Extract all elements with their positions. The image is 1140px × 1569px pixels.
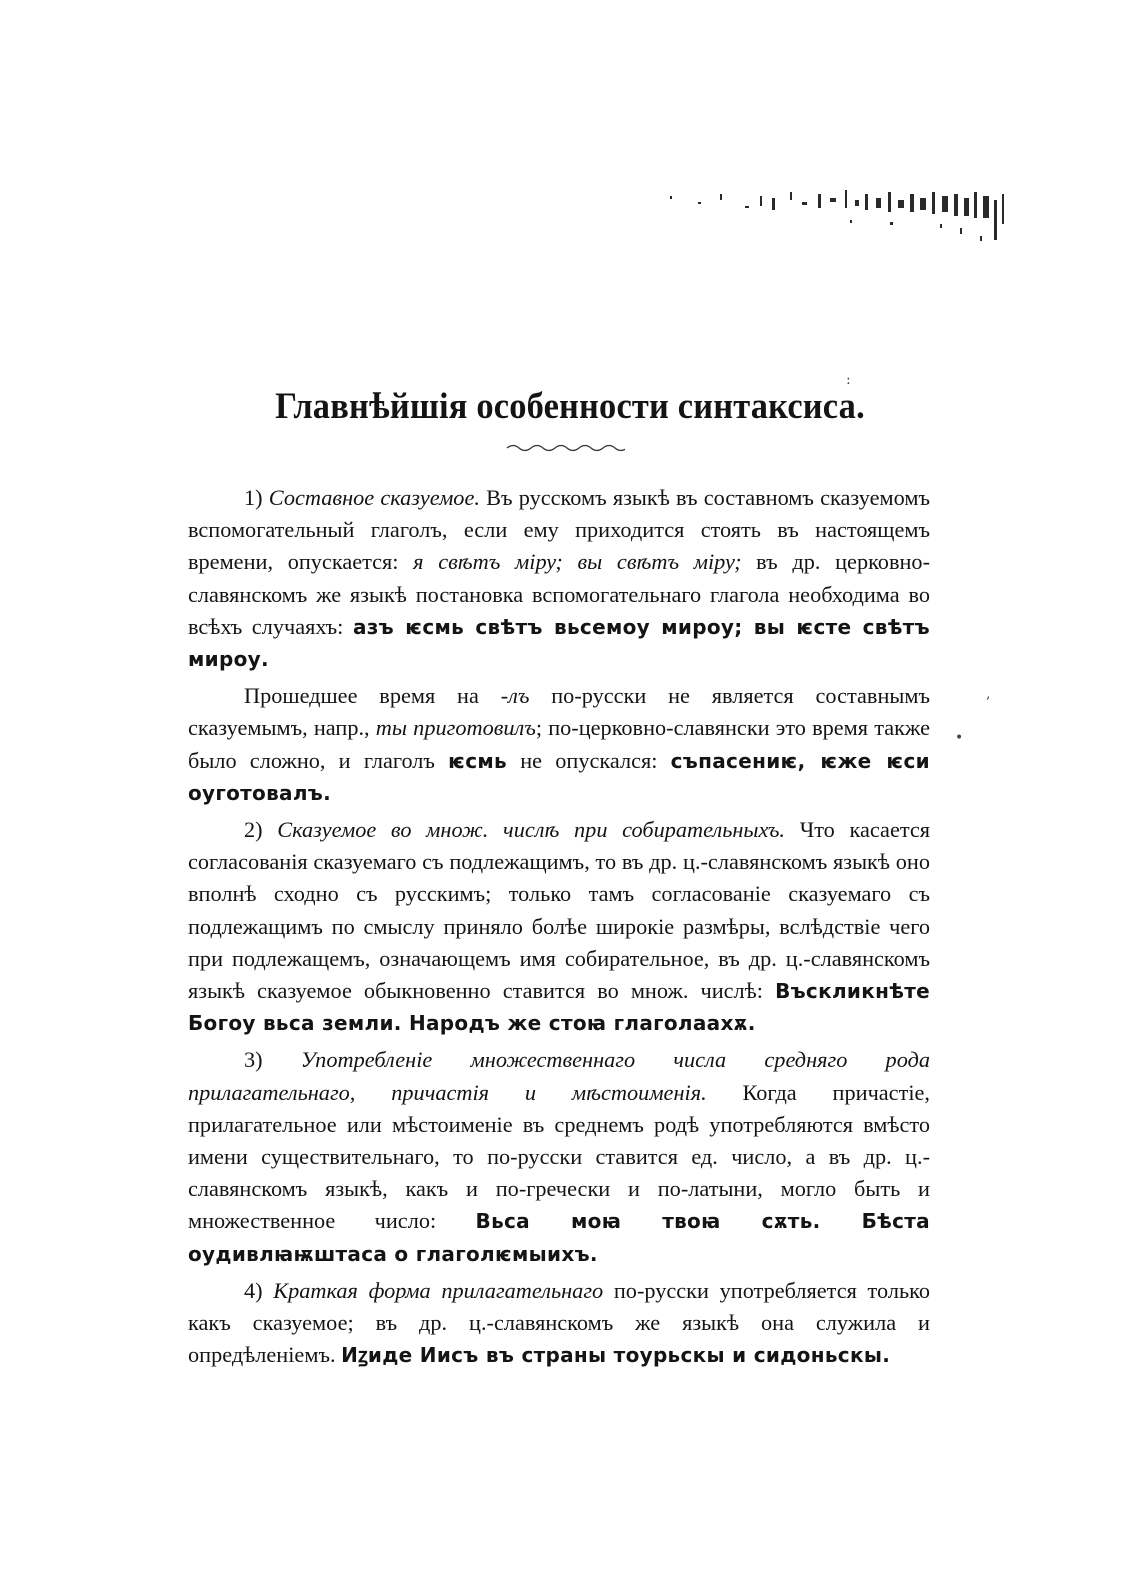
paragraph-text: не опускался:: [507, 747, 671, 773]
scan-noise: [650, 188, 1010, 258]
paragraph-number: 1): [244, 485, 263, 510]
paragraph-2: [188, 680, 930, 809]
paragraph-4: [188, 1044, 930, 1269]
paragraph-number: 2): [244, 817, 263, 843]
section-heading: Употребленіе множественнаго числа средняго рода прилагательнаго, причастія и мѣстоименія.: [188, 1047, 930, 1105]
paragraph-text: ; по-церковно-славянски это время также было сложно, и глаголъ: [188, 715, 930, 773]
paragraph-text: въ др. церковно-славянскомъ же языкѣ постановка вспомогательнаго глагола необходима во всѣхъ случаяхъ:: [188, 549, 930, 639]
church-slavonic-example: Вьса моꙗ твоꙗ сѫть. Бѣста оудивлꙗѭштаса о глаголѥмыихъ.: [188, 1209, 930, 1266]
scan-speck: •: [955, 730, 964, 746]
title-ornament: [505, 440, 625, 456]
paragraph-number: 4): [244, 1277, 263, 1303]
body-text: [188, 482, 930, 1376]
paragraph-3: [188, 814, 930, 1039]
paragraph-text: по-русски употребляется только какъ сказуемое; въ др. ц.-славянскомъ же языкѣ она служила и опредѣленіемъ.: [188, 1277, 930, 1368]
church-slavonic-example: Иꙁиде Иисъ въ страны тоурьскы и сидоньскы.: [341, 1343, 891, 1368]
section-heading: Сказуемое во множ. числѣ при собирательныхъ.: [277, 817, 785, 843]
scan-speck: :: [846, 372, 851, 388]
russian-example: -лъ: [500, 683, 530, 709]
paragraph-text: по-русски не является составнымъ сказуемымъ, напр.,: [188, 683, 930, 741]
russian-example: ты приготовилъ: [375, 715, 536, 741]
paragraph-text: Когда причастіе, прилагательное или мѣстоименіе въ среднемъ родѣ употребляются вмѣсто имени существительнаго, то по-русски ставится ед. число, а въ др. ц.-славянскомъ языкѣ, какъ и по-гречески и по-латыни, могло быть и множественное число:: [188, 1079, 930, 1234]
church-slavonic-example: Въскликнѣте Богоу вьса земли. Народъ же стоꙗ глаголаахѫ.: [188, 979, 930, 1036]
paragraph-text: Въ русскомъ языкѣ въ составномъ сказуемомъ вспомогательный глаголъ, если ему приходится стоять въ настоящемъ времени, опускается:: [188, 485, 930, 575]
church-slavonic-example: ѥсмь: [448, 748, 508, 773]
section-heading: Краткая форма прилагательнаго: [273, 1277, 604, 1303]
paragraph-text: Прошедшее время на: [244, 683, 501, 709]
church-slavonic-example: съпасениѥ, ѥже ѥси оуготовалъ.: [188, 748, 930, 805]
scan-speck: ,: [986, 686, 991, 702]
paragraph-1: [188, 482, 930, 675]
page-title: Главнѣйшія особенности синтаксиса.: [275, 386, 865, 427]
church-slavonic-example: азъ ѥсмь свѣтъ вьсемоу мироу; вы ѥсте свѣтъ мироу.: [188, 614, 930, 672]
paragraph-text: Что касается согласованія сказуемаго съ подлежащимъ, то въ др. ц.-славянскомъ языкѣ оно вполнѣ сходно съ русскимъ; только тамъ согласованіе сказуемаго съ подлежащимъ по смыслу приняло болѣе широкіе размѣры, вслѣдствіе чего при подлежащемъ, означающемъ имя собирательное, въ др. ц.-славянскомъ языкѣ сказуемое обыкновенно ставится во множ. числѣ:: [188, 817, 931, 1004]
section-heading: Составное сказуемое.: [268, 485, 480, 510]
paragraph-5: [188, 1275, 930, 1372]
russian-example: я свѣтъ міру; вы свѣтъ міру;: [413, 549, 742, 575]
paragraph-number: 3): [244, 1047, 263, 1073]
